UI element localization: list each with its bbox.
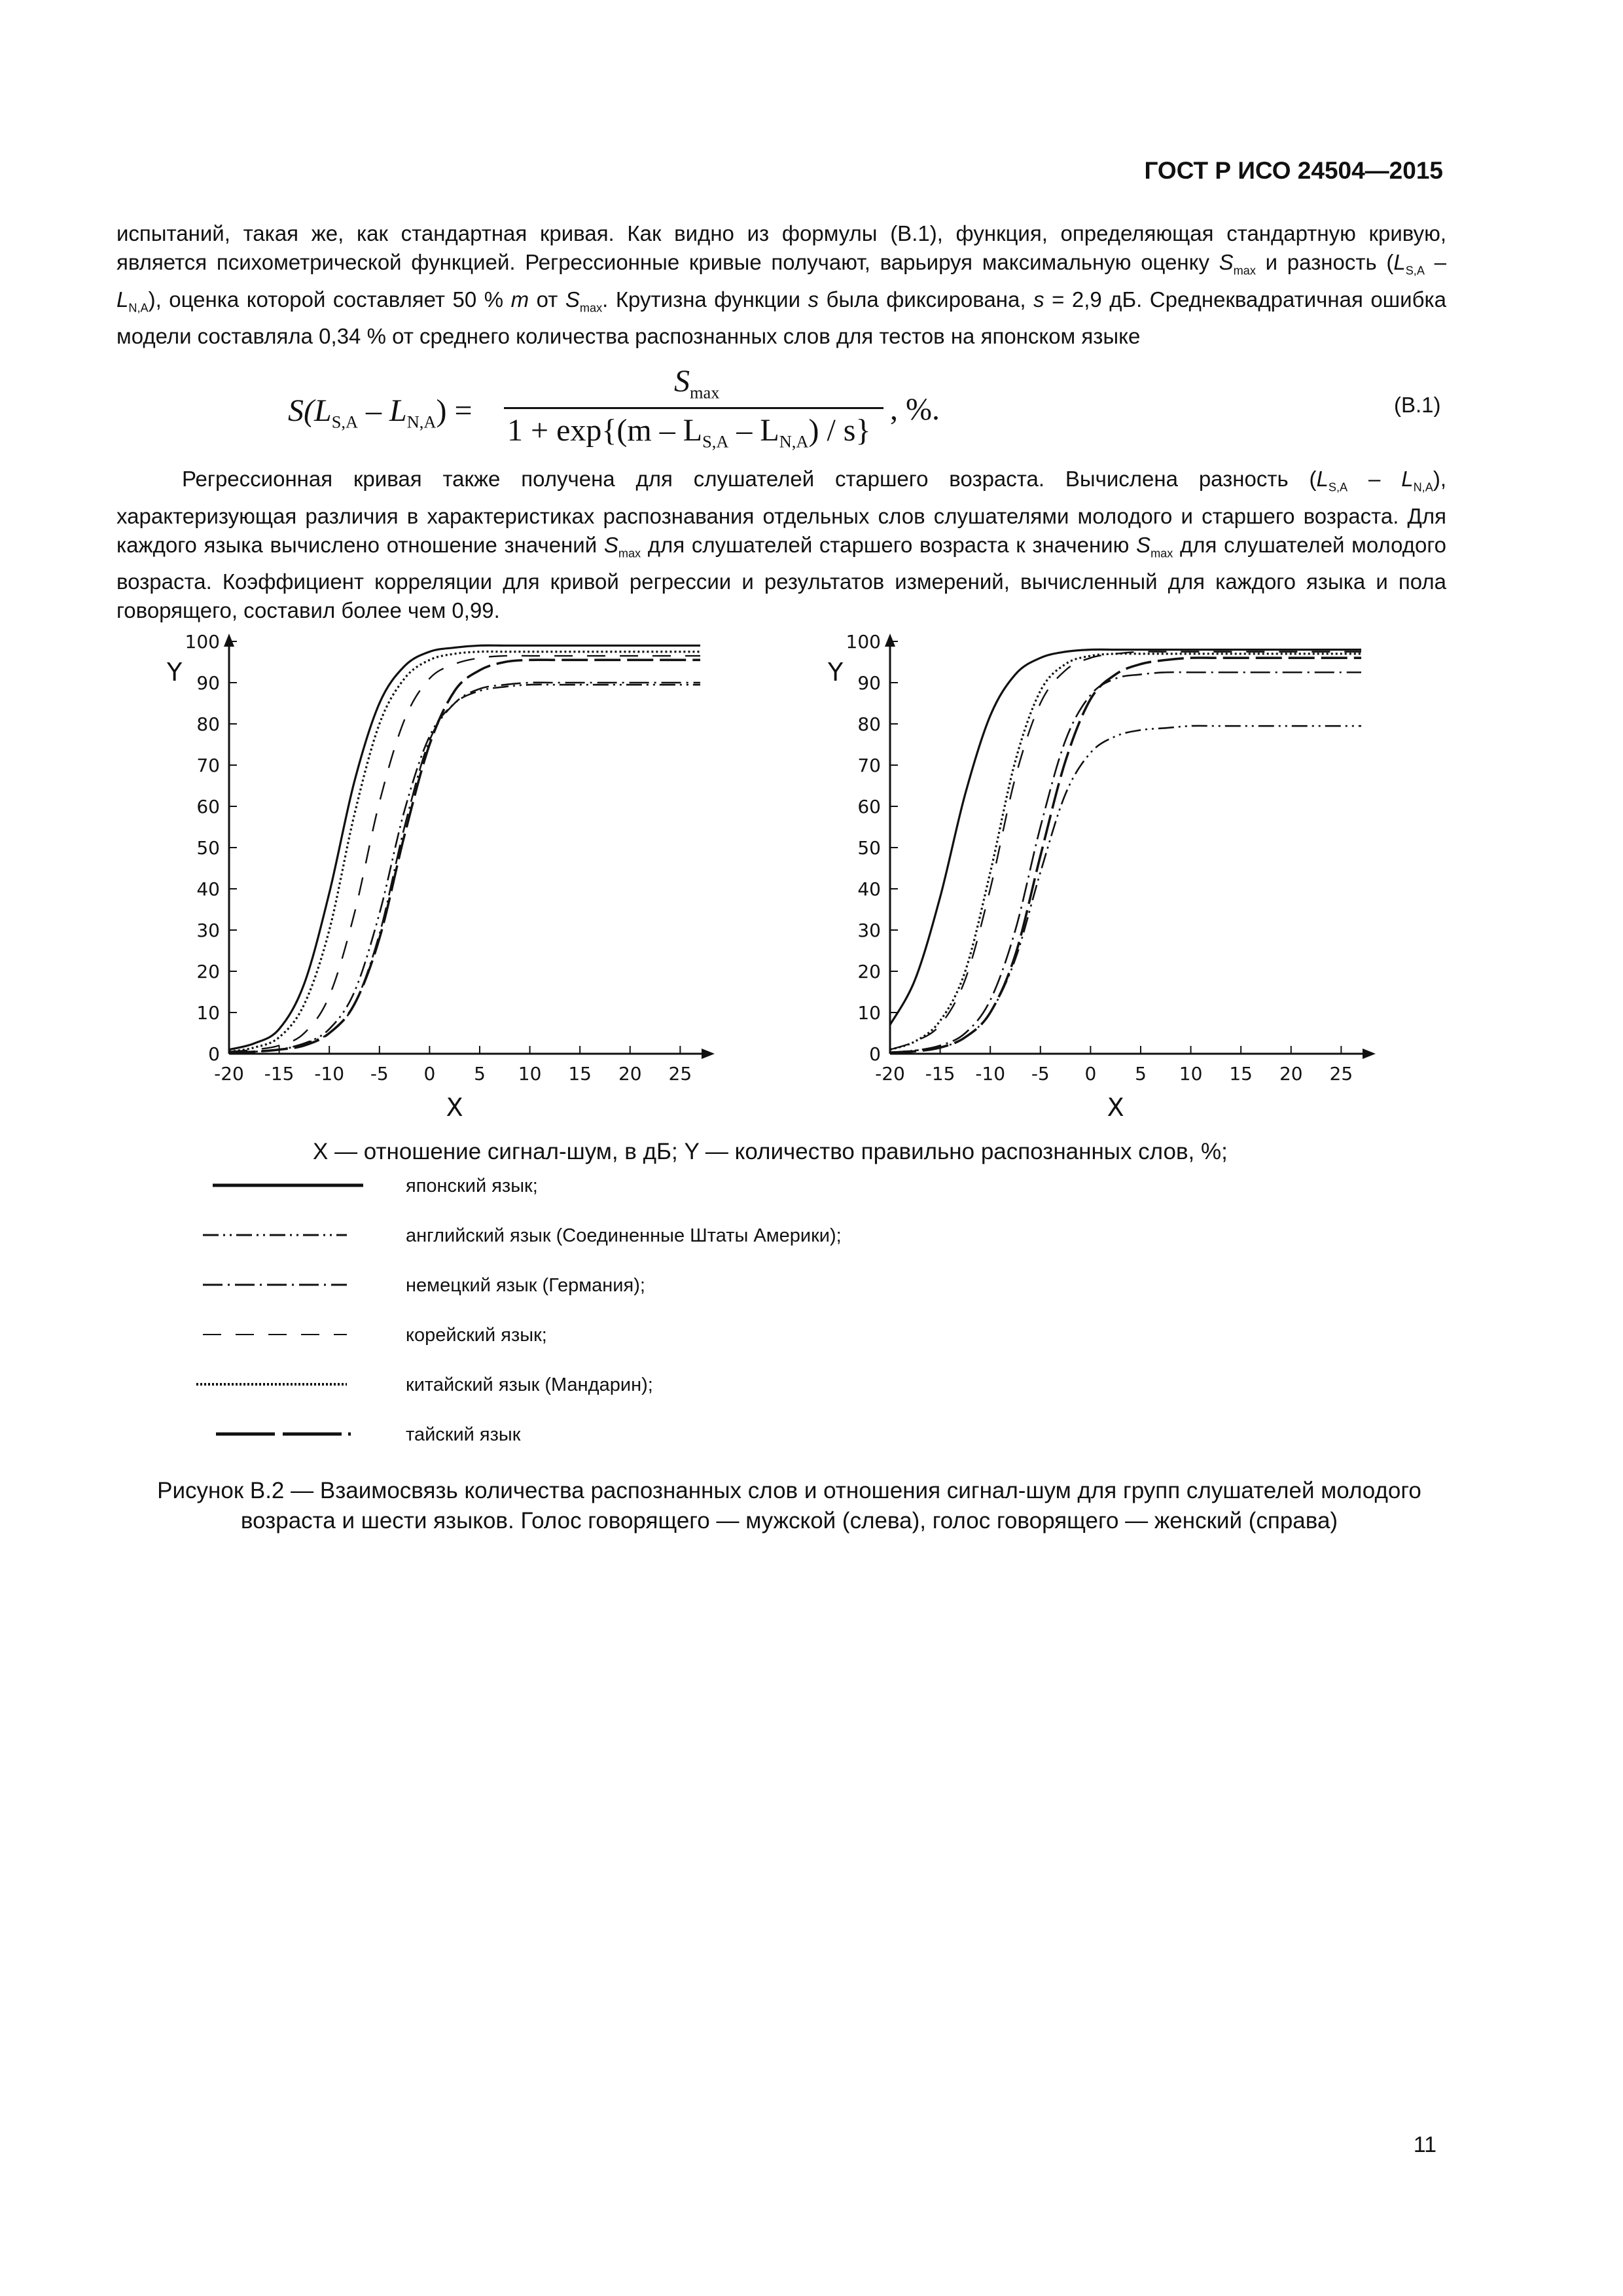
right-chart-series-dotted <box>890 654 1361 1050</box>
right-chart-y-tick-label: 40 <box>857 878 881 900</box>
right-chart-x-tick-label: -10 <box>975 1063 1006 1085</box>
chart-male-voice <box>144 628 733 1126</box>
right-chart-x-tick-label: 10 <box>1179 1063 1203 1085</box>
right-chart-y-tick-label: 100 <box>846 631 881 653</box>
legend-label: тайский язык <box>406 1424 521 1445</box>
left-chart-y-arrow <box>224 634 234 647</box>
right-chart-x-arrow <box>1363 1049 1376 1059</box>
paragraph-2: Регрессионная кривая также получена для слушателей старшего возраста. Вычислена разность $(L_{S,A} - L_{N,A})$, характеризующая различия в характеристиках распознавания отдельных слов слушателями молодого и старшего возраста. Для каждого языка вычислено отношение значений $S_{max}$ для слушателей старшего возраста к значению $S_{max}$ для слушателей молодого возраста. Коэффициент корреляции для кривой регрессии и результатов измерений, вычисленный для каждого языка и пола говорящего, составил более чем 0,99. <box>116 467 1446 623</box>
paragraph-1: испытаний, такая же, как стандартная кривая. Как видно из формулы (В.1), функция, определяющая стандартную кривую, является психометрической функцией. Регрессионные кривые получают, варьируя максимальную оценку $S_{max}$ и разность $(L_{S,A} - L_{N,A})$, оценка которой составляет 50 % m от $S_{max}$. Крутизна функции s была фиксирована, s = 2,9 дБ. Среднеквадратичная ошибка модели составляла 0,34 % от среднего количества распознанных слов для тестов на японском языке <box>116 221 1447 349</box>
left-chart-y-tick-label: 30 <box>196 920 220 941</box>
left-chart-series-dotted <box>229 652 700 1052</box>
left-chart-x-tick-label: 20 <box>618 1063 642 1085</box>
left-chart-y-axis-label: Y <box>167 658 183 687</box>
left-chart-y-tick-label: 50 <box>196 837 220 859</box>
figure-caption: Рисунок В.2 — Взаимосвязь количества распознанных слов и отношения сигнал-шум для групп слушателей молодого возраста и шести языков. Голос говорящего — мужской (слева), голос говорящего — женский (справа) <box>157 1478 1421 1534</box>
right-chart-x-tick-label: -20 <box>875 1063 905 1085</box>
formula-unit: , %. <box>890 392 940 427</box>
right-chart-y-tick-label: 90 <box>857 672 881 694</box>
left-chart-y-tick-label: 20 <box>196 961 220 982</box>
formula-b1 <box>288 364 1008 458</box>
legend-label: английский язык (Соединенные Штаты Америки); <box>406 1225 842 1246</box>
right-chart-y-tick-label: 20 <box>857 961 881 982</box>
legend-swatch-dashdotdot <box>196 1225 366 1245</box>
right-chart-x-tick-label: 15 <box>1229 1063 1253 1085</box>
left-chart-x-tick-label: 5 <box>474 1063 486 1085</box>
axes-caption: X — отношение сигнал-шум, в дБ; Y — количество правильно распознанных слов, %; <box>313 1139 1228 1164</box>
right-chart-x-tick-label: 20 <box>1279 1063 1303 1085</box>
right-chart-y-tick-label: 30 <box>857 920 881 941</box>
legend-swatch-dashdot <box>196 1275 366 1295</box>
left-chart-x-tick-label: 15 <box>568 1063 592 1085</box>
right-chart-y-tick-label: 50 <box>857 837 881 859</box>
left-chart-x-axis-label: X <box>446 1093 463 1122</box>
legend-label: корейский язык; <box>406 1325 547 1346</box>
right-chart-series-dashdotdot <box>890 726 1361 1052</box>
legend-swatch-dotted <box>196 1374 366 1394</box>
left-chart-series-dashdotdot <box>229 685 700 1053</box>
chart-female-voice <box>805 628 1394 1126</box>
page-number: 11 <box>1413 2132 1436 2157</box>
right-chart-y-axis-label: Y <box>828 658 844 687</box>
right-chart-y-tick-label: 70 <box>857 755 881 776</box>
equation-number: (В.1) <box>1394 393 1441 417</box>
right-chart-x-tick-label: 5 <box>1135 1063 1147 1085</box>
left-chart-y-tick-label: 10 <box>196 1002 220 1024</box>
left-chart-x-tick-label: -10 <box>314 1063 345 1085</box>
right-chart-x-tick-label: 0 <box>1084 1063 1097 1085</box>
formula-lhs: $S(L_{S,A} - L_{N,A})$ = <box>288 393 473 432</box>
right-chart-x-tick-label: -15 <box>925 1063 955 1085</box>
legend-swatch-longdash <box>196 1424 366 1444</box>
left-chart-x-tick-label: 0 <box>423 1063 436 1085</box>
legend-swatch-solid <box>196 1175 366 1195</box>
left-chart-y-tick-label: 70 <box>196 755 220 776</box>
right-chart-y-arrow <box>885 634 895 647</box>
left-chart-x-arrow <box>702 1049 715 1059</box>
formula-numerator: $S_{max}$ <box>674 364 720 403</box>
legend-label: немецкий язык (Германия); <box>406 1275 645 1296</box>
right-chart-series-dashdot <box>890 672 1361 1052</box>
left-chart-x-tick-label: -20 <box>214 1063 244 1085</box>
right-chart-x-axis-label: X <box>1107 1093 1124 1122</box>
left-chart-y-tick-label: 100 <box>185 631 220 653</box>
left-chart-series-solid <box>229 645 700 1050</box>
right-chart-series-dashed <box>890 652 1361 1050</box>
right-chart-y-tick-label: 60 <box>857 796 881 817</box>
legend-label: японский язык; <box>406 1175 538 1196</box>
left-chart-y-tick-label: 80 <box>196 713 220 735</box>
formula-denominator: $1 + \exp\{(m - L_{S,A} - L_{N,A}) / s\}$ <box>507 413 871 452</box>
left-chart-y-tick-label: 0 <box>208 1043 220 1065</box>
left-chart-x-tick-label: 25 <box>668 1063 692 1085</box>
left-chart-x-tick-label: 10 <box>518 1063 542 1085</box>
right-chart-y-tick-label: 80 <box>857 713 881 735</box>
left-chart-x-tick-label: -15 <box>264 1063 294 1085</box>
right-chart-x-tick-label: -5 <box>1031 1063 1050 1085</box>
left-chart-y-tick-label: 40 <box>196 878 220 900</box>
right-chart-y-tick-label: 0 <box>869 1043 881 1065</box>
chart-female-voice-svg <box>805 628 1394 1126</box>
right-chart-y-tick-label: 10 <box>857 1002 881 1024</box>
fraction-bar <box>504 407 883 409</box>
left-chart-y-tick-label: 90 <box>196 672 220 694</box>
right-chart-x-tick-label: 25 <box>1329 1063 1353 1085</box>
legend-swatch-dashed <box>196 1325 366 1344</box>
right-chart-series-longdash <box>890 658 1361 1052</box>
legend-label: китайский язык (Мандарин); <box>406 1374 653 1395</box>
document-header: ГОСТ Р ИСО 24504—2015 <box>1144 157 1443 184</box>
left-chart-y-tick-label: 60 <box>196 796 220 817</box>
left-chart-x-tick-label: -5 <box>370 1063 389 1085</box>
right-chart-series-solid <box>890 649 1361 1025</box>
chart-male-voice-svg <box>144 628 733 1126</box>
